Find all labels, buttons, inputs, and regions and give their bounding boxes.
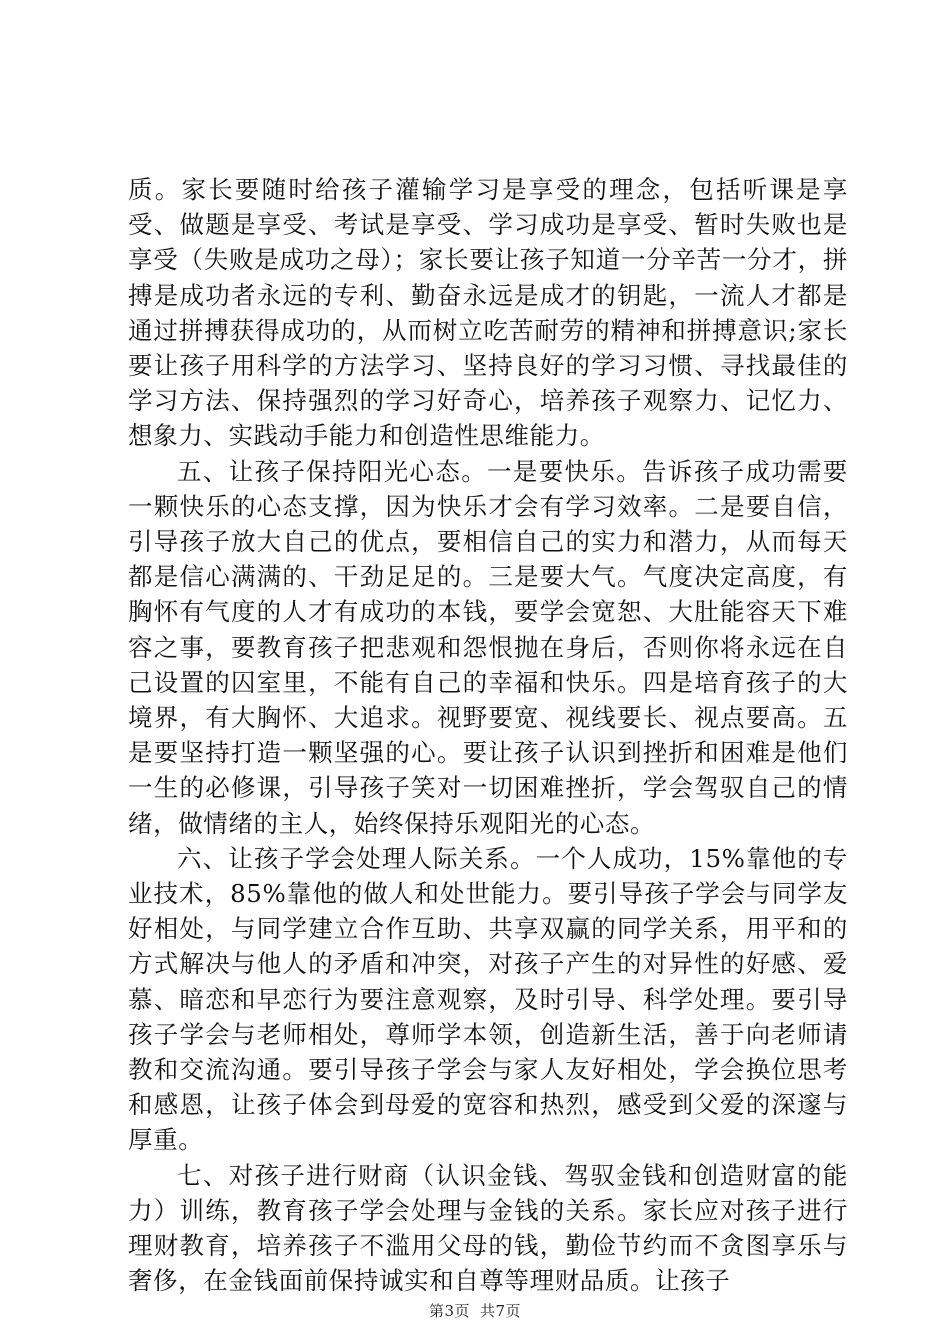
paragraph-section-6: 六、让孩子学会处理人际关系。一个人成功，15%靠他的专业技术，85%靠他的做人和处世能力。要引导孩子学会与同学友好相处，与同学建立合作互助、共享双赢的同学关系，用平和的方式解决与他人的矛盾和冲突，对孩子产生的对异性的好感、爱慕、暗恋和早恋行为要注意观察，及时引导、科学处理。要引导孩子学会与老师相处，尊师学本领，创造新生活，善于向老师请教和交流沟通。要引导孩子学会与家人友好相处，学会换位思考和感恩，让孩子体会到母爱的宽容和热烈，感受到父爱的深邃与厚重。 (128, 843, 848, 1155)
page-number: 第3页 (428, 1302, 470, 1320)
paragraph-section-7: 七、对孩子进行财商（认识金钱、驾驭金钱和创造财富的能力）训练，教育孩子学会处理与金钱的关系。家长应对孩子进行理财教育，培养孩子不滥用父母的钱，勤俭节约而不贪图享乐与奢侈，在金钱面前保持诚实和自尊等理财品质。让孩子 (128, 1160, 848, 1296)
paragraph-continued: 质。家长要随时给孩子灌输学习是享受的理念，包括听课是享受、做题是享受、考试是享受、学习成功是享受、暂时失败也是享受（失败是成功之母）；家长要让孩子知道一分辛苦一分才，拼搏是成功者永远的专利、勤奋永远是成才的钥匙，一流人才都是通过拼搏获得成功的，从而树立吃苦耐劳的精神和拼搏意识;家长要让孩子用科学的方法学习、坚持良好的学习习惯、寻找最佳的学习方法、保持强烈的学习好奇心，培养孩子观察力、记忆力、想象力、实践动手能力和创造性思维能力。 (128, 175, 848, 451)
paragraph-section-5: 五、让孩子保持阳光心态。一是要快乐。告诉孩子成功需要一颗快乐的心态支撑，因为快乐才会有学习效率。二是要自信，引导孩子放大自己的优点，要相信自己的实力和潜力，从而每天都是信心满满的、干劲足足的。三是要大气。气度决定高度，有胸怀有气度的人才有成功的本钱，要学会宽恕、大肚能容天下难容之事，要教育孩子把悲观和怨恨抛在身后，否则你将永远在自己设置的囚室里，不能有自己的幸福和快乐。四是培育孩子的大境界，有大胸怀、大追求。视野要宽、视线要长、视点要高。五是要坚持打造一颗坚强的心。要让孩子认识到挫折和困难是他们一生的必修课，引导孩子笑对一切困难挫折，学会驾驭自己的情绪，做情绪的主人，始终保持乐观阳光的心态。 (128, 456, 848, 838)
page-footer (0, 1300, 950, 1321)
document-body (128, 172, 848, 1299)
page-total: 共7页 (480, 1302, 522, 1320)
